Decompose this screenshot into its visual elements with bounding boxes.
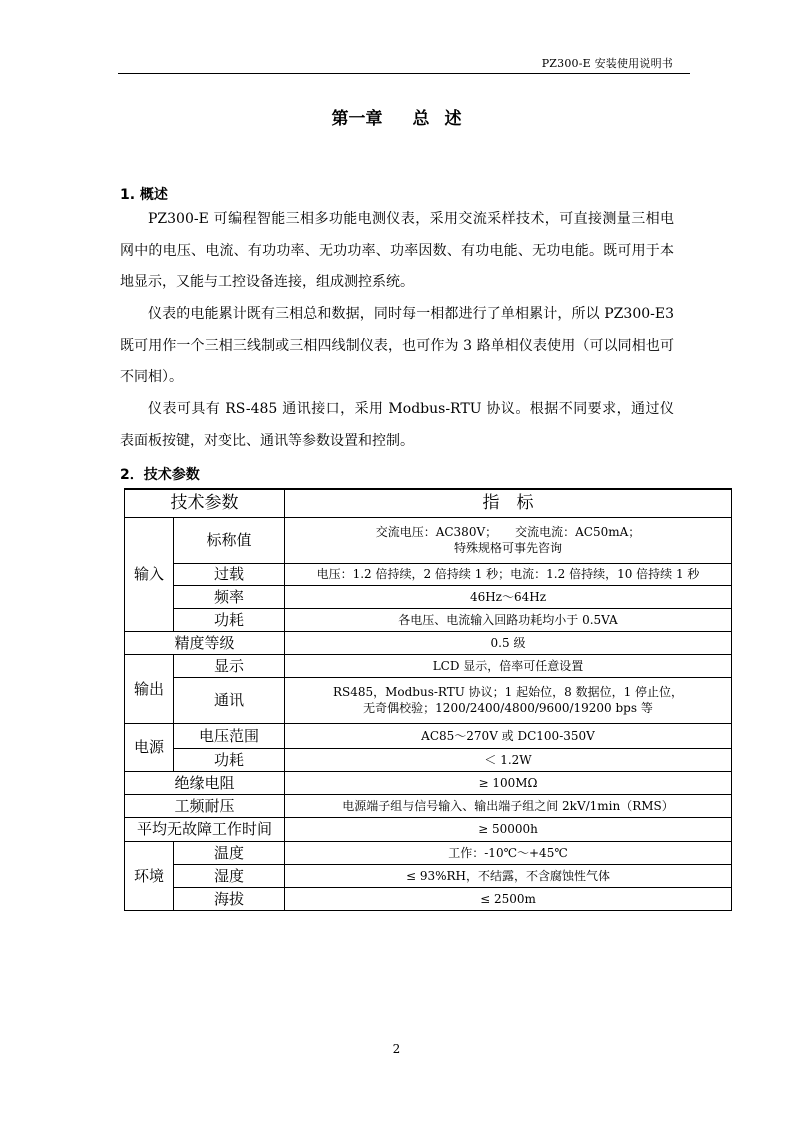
insulation-value: ≥ 100MΩ	[285, 771, 732, 794]
header-divider	[118, 73, 690, 74]
temperature-label: 温度	[174, 841, 285, 864]
document-header-title: PZ300-E 安装使用说明书	[541, 57, 673, 70]
humidity-value: ≤ 93%RH，不结露，不含腐蚀性气体	[285, 864, 732, 887]
chapter-title-char-1: 总	[412, 109, 430, 129]
section-heading-specs: 2．技术参数	[120, 467, 200, 483]
communication-value-line-1: RS485，Modbus-RTU 协议；1 起始位，8 数据位，1 停止位，	[332, 685, 684, 699]
group-output: 输出	[125, 654, 174, 723]
communication-value-line-2: 无奇偶校验；1200/2400/4800/9600/19200 bps 等	[363, 701, 653, 715]
supply-power-value: ＜ 1.2W	[285, 748, 732, 771]
page-number: 2	[392, 1042, 401, 1056]
frequency-label: 频率	[174, 585, 285, 608]
withstand-voltage-label: 工频耐压	[125, 794, 285, 817]
withstand-voltage-value: 电源端子组与信号输入、输出端子组之间 2kV/1min（RMS）	[285, 794, 732, 817]
section-heading-overview: 1. 概述	[120, 187, 168, 203]
supply-power-label: 功耗	[174, 748, 285, 771]
frequency-value: 46Hz～64Hz	[285, 585, 732, 608]
table-header-spec: 指 标	[285, 489, 732, 517]
voltage-range-value: AC85～270V 或 DC100-350V	[285, 723, 732, 748]
input-power-value: 各电压、电流输入回路功耗均小于 0.5VA	[285, 608, 732, 631]
chapter-number: 第一章	[331, 109, 383, 129]
chapter-title	[0, 104, 793, 129]
accuracy-label: 精度等级	[125, 631, 285, 654]
humidity-label: 湿度	[174, 864, 285, 887]
accuracy-value: 0.5 级	[285, 631, 732, 654]
insulation-label: 绝缘电阻	[125, 771, 285, 794]
communication-label: 通讯	[174, 677, 285, 723]
altitude-value: ≤ 2500m	[285, 887, 732, 910]
mtbf-value: ≥ 50000h	[285, 817, 732, 841]
overview-paragraph-1: PZ300-E 可编程智能三相多功能电测仪表，采用交流采样技术，可直接测量三相电网中的电压、电流、有功功率、无功功率、功率因数、有功电能、无功电能。既可用于本地显示，又能与工控设备连接，组成测控系统。	[120, 211, 674, 290]
altitude-label: 海拔	[174, 887, 285, 910]
chapter-title-char-2: 述	[444, 109, 462, 129]
input-power-label: 功耗	[174, 608, 285, 631]
rated-value	[285, 517, 732, 563]
overview-paragraph-3: 仪表可具有 RS-485 通讯接口，采用 Modbus-RTU 协议。根据不同要求，通过仪表面板按键，对变比、通讯等参数设置和控制。	[120, 401, 674, 449]
temperature-value: 工作：-10℃～+45℃	[285, 841, 732, 864]
display-label: 显示	[174, 654, 285, 677]
display-value: LCD 显示，倍率可任意设置	[285, 654, 732, 677]
rated-value-line-1: 交流电压：AC380V； 交流电流：AC50mA；	[375, 525, 641, 539]
table-header-param: 技术参数	[125, 489, 285, 517]
rated-label: 标称值	[174, 517, 285, 563]
group-environment: 环境	[125, 841, 174, 910]
communication-value	[285, 677, 732, 723]
overload-value: 电压：1.2 倍持续，2 倍持续 1 秒；电流：1.2 倍持续，10 倍持续 1 秒	[285, 563, 732, 585]
group-input: 输入	[125, 517, 174, 631]
rated-value-line-2: 特殊规格可事先咨询	[453, 541, 562, 555]
group-power-supply: 电源	[125, 723, 174, 771]
voltage-range-label: 电压范围	[174, 723, 285, 748]
overview-paragraph-2: 仪表的电能累计既有三相总和数据，同时每一相都进行了单相累计，所以 PZ300-E3 既可用作一个三相三线制或三相四线制仪表，也可作为 3 路单相仪表使用（可以同相也可不同相）。	[120, 306, 674, 385]
overload-label: 过载	[174, 563, 285, 585]
mtbf-label: 平均无故障工作时间	[125, 817, 285, 841]
spec-table	[124, 488, 732, 911]
